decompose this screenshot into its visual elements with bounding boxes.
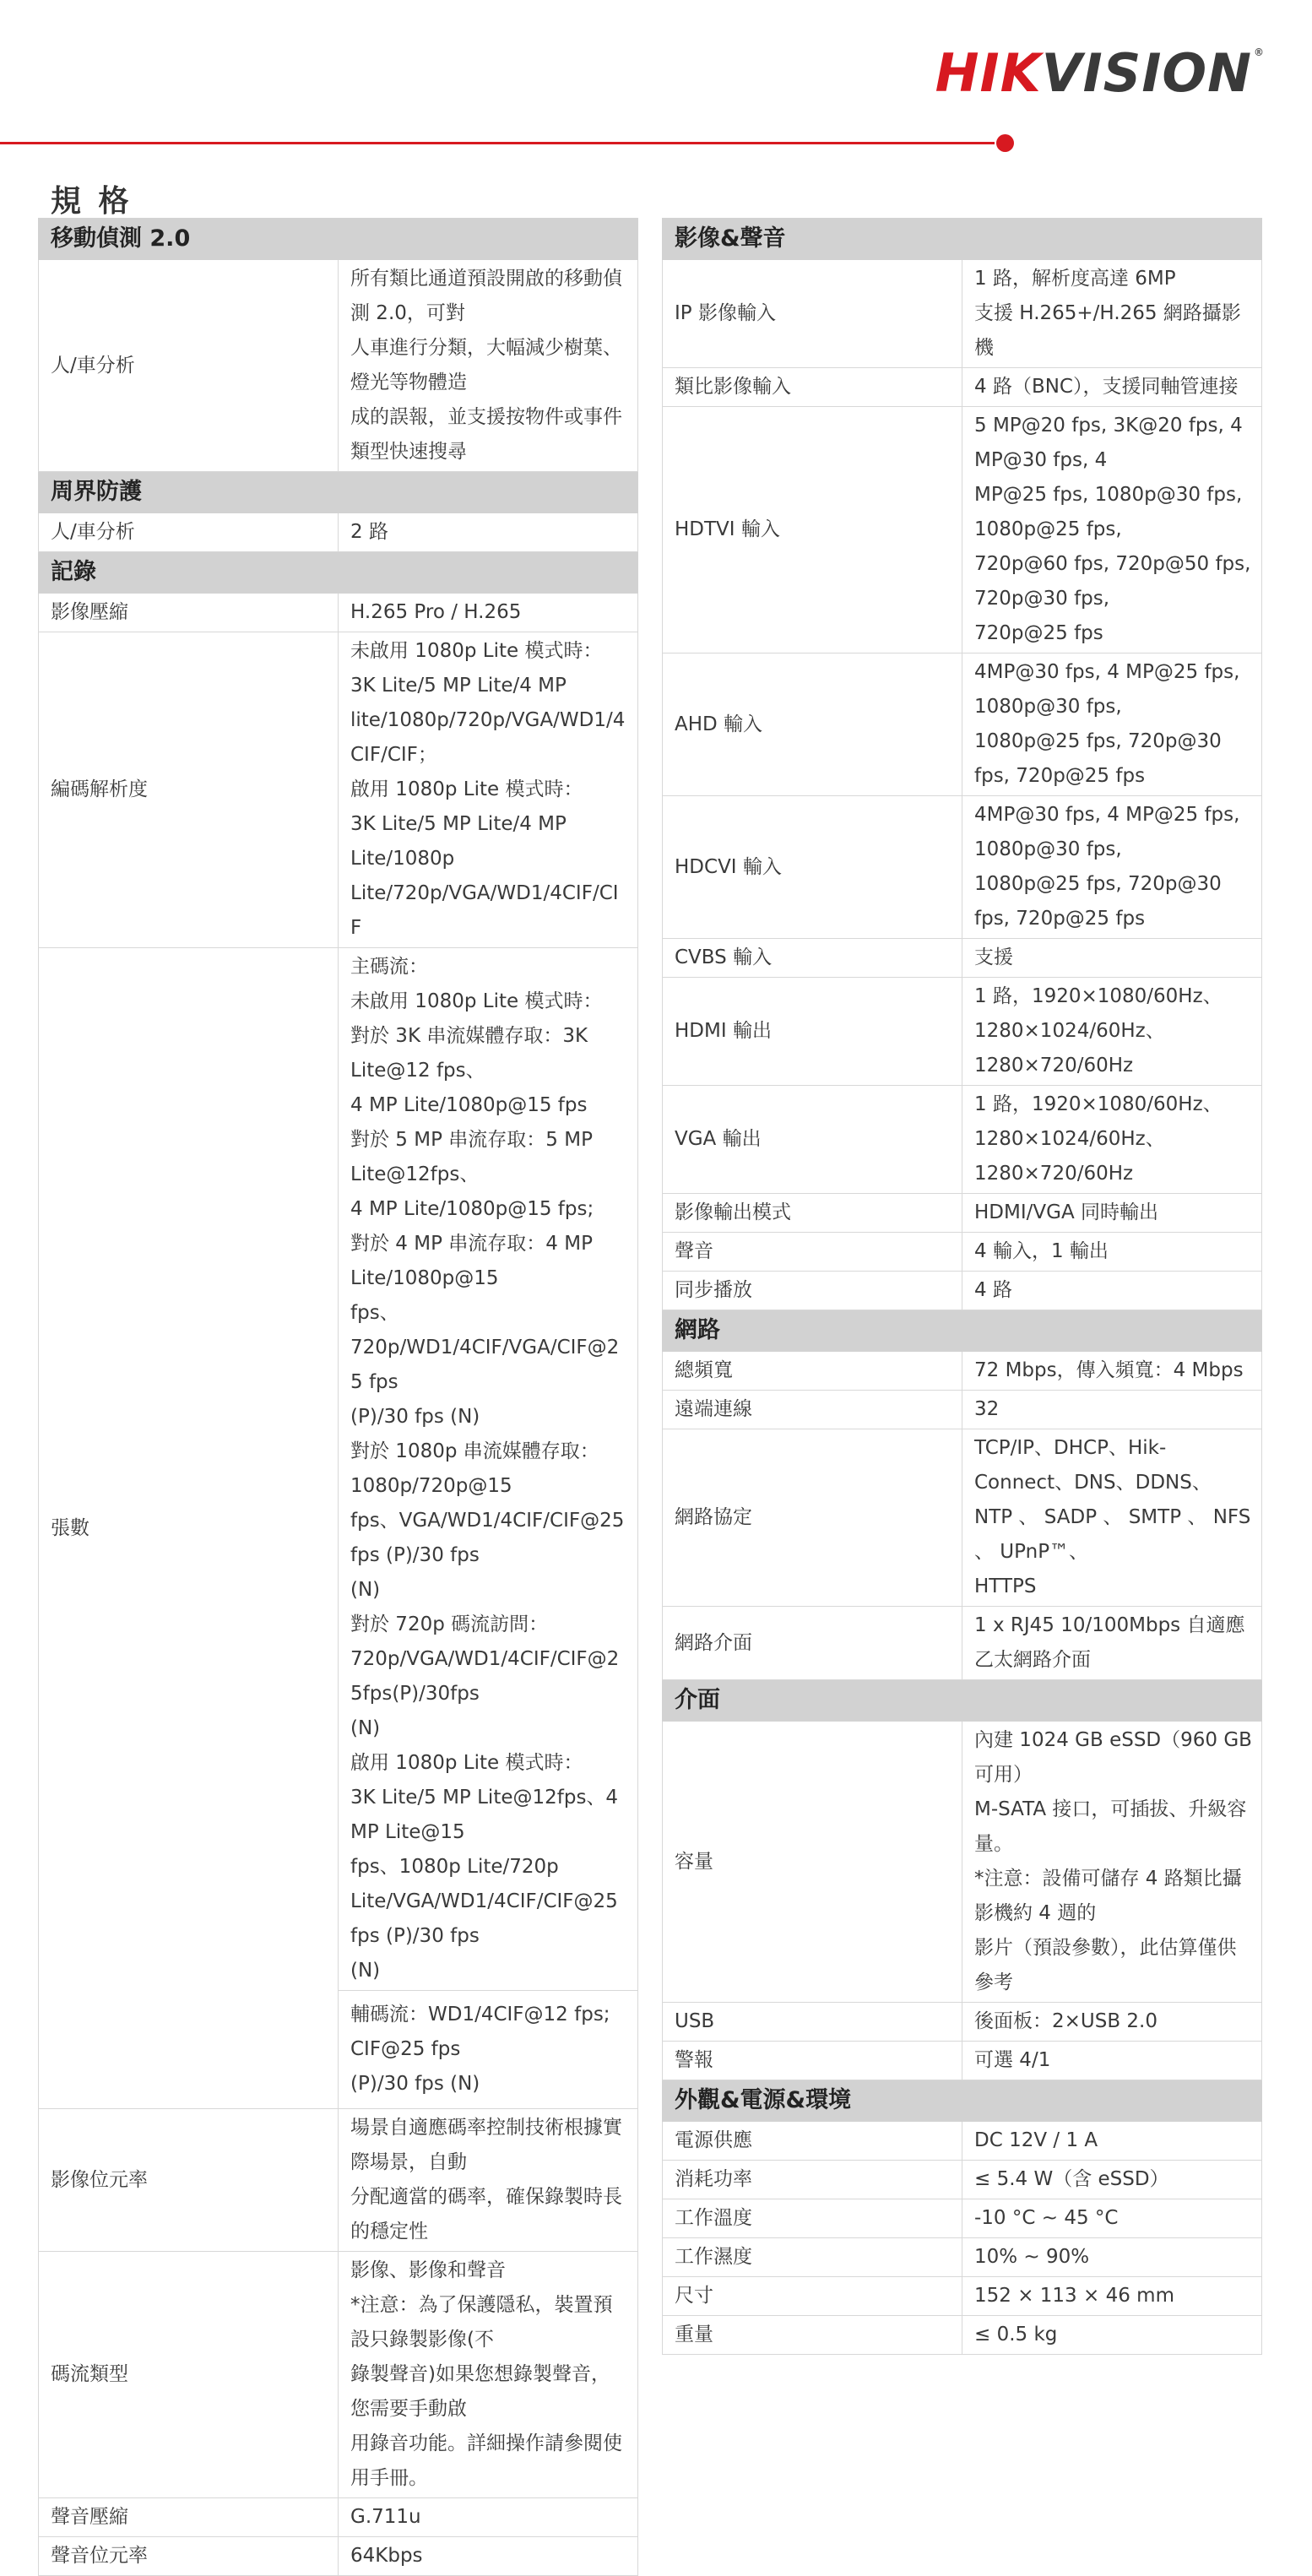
spec-label: 聲音	[663, 1233, 962, 1272]
spec-label: CVBS 輸入	[663, 939, 962, 978]
spec-row	[663, 2316, 1262, 2355]
spec-row	[663, 1086, 1262, 1194]
spec-value: 影像、影像和聲音 *注意：為了保護隱私，裝置預設只錄製影像(不 錄製聲音)如果您想錄製聲音，您需要手動啟 用錄音功能。詳細操作請參閱使用手冊。	[339, 2252, 638, 2498]
spec-value: 1 路，1920×1080/60Hz、1280×1024/60Hz、 1280×720/60Hz	[962, 1086, 1262, 1194]
spec-table-left	[38, 218, 638, 2576]
spec-value: 64Kbps	[339, 2537, 638, 2576]
spec-label: 網路協定	[663, 1429, 962, 1607]
spec-label: 網路介面	[663, 1607, 962, 1680]
spec-label: 工作溫度	[663, 2199, 962, 2238]
spec-label: 影像壓縮	[39, 594, 339, 632]
spec-value: 1 x RJ45 10/100Mbps 自適應乙太網路介面	[962, 1607, 1262, 1680]
spec-row	[663, 2277, 1262, 2316]
spec-label: HDTVI 輸入	[663, 407, 962, 653]
section-header: 影像&聲音	[663, 219, 1262, 260]
spec-value: 1 路，解析度高達 6MP 支援 H.265+/H.265 網路攝影機	[962, 260, 1262, 368]
spec-row	[39, 260, 638, 472]
spec-row	[39, 594, 638, 632]
spec-value: 1 路，1920×1080/60Hz、1280×1024/60Hz、 1280×720/60Hz	[962, 978, 1262, 1086]
spec-value: 後面板：2×USB 2.0	[962, 2003, 1262, 2042]
spec-row	[39, 2109, 638, 2252]
spec-row	[39, 948, 638, 1991]
spec-value: 5 MP@20 fps, 3K@20 fps, 4 MP@30 fps, 4 MP@25 fps, 1080p@30 fps, 1080p@25 fps, 720p@60 fps, 720p@50 fps, 720p@30 fps, 720p@25 fps	[962, 407, 1262, 653]
spec-row	[39, 2537, 638, 2576]
spec-label: AHD 輸入	[663, 653, 962, 796]
spec-value: TCP/IP、DHCP、Hik-Connect、DNS、DDNS、 NTP 、 SADP 、 SMTP 、 NFS 、 UPnP™、 HTTPS	[962, 1429, 1262, 1607]
spec-value: H.265 Pro / H.265	[339, 594, 638, 632]
spec-value: 4MP@30 fps, 4 MP@25 fps, 1080p@30 fps, 1080p@25 fps, 720p@30 fps, 720p@25 fps	[962, 653, 1262, 796]
spec-row	[663, 978, 1262, 1086]
spec-row	[663, 1607, 1262, 1680]
spec-value: ≤ 0.5 kg	[962, 2316, 1262, 2355]
spec-value: 10% ~ 90%	[962, 2238, 1262, 2277]
section-header: 外觀&電源&環境	[663, 2080, 1262, 2122]
spec-label: 類比影像輸入	[663, 368, 962, 407]
spec-row	[663, 796, 1262, 939]
section-header: 記錄	[39, 552, 638, 594]
spec-label: 警報	[663, 2042, 962, 2080]
spec-label: 聲音壓縮	[39, 2498, 339, 2537]
spec-row	[39, 2252, 638, 2498]
spec-label: HDMI 輸出	[663, 978, 962, 1086]
section-header: 移動偵測 2.0	[39, 219, 638, 260]
spec-label: 編碼解析度	[39, 632, 339, 948]
spec-value: 152 × 113 × 46 mm	[962, 2277, 1262, 2316]
spec-label: 人/車分析	[39, 513, 339, 552]
spec-label: IP 影像輸入	[663, 260, 962, 368]
spec-value: DC 12V / 1 A	[962, 2122, 1262, 2161]
spec-row	[663, 2161, 1262, 2199]
spec-row	[663, 260, 1262, 368]
spec-row	[39, 513, 638, 552]
spec-row	[663, 2238, 1262, 2277]
spec-column-right	[662, 218, 1262, 2355]
spec-label: HDCVI 輸入	[663, 796, 962, 939]
spec-value: ≤ 5.4 W（含 eSSD）	[962, 2161, 1262, 2199]
spec-row	[663, 1722, 1262, 2003]
spec-label: 同步播放	[663, 1272, 962, 1310]
spec-row	[39, 2498, 638, 2537]
spec-label: VGA 輸出	[663, 1086, 962, 1194]
spec-row	[663, 1429, 1262, 1607]
hikvision-logo: HIKVISION ®	[935, 42, 1265, 104]
spec-value: 支援	[962, 939, 1262, 978]
spec-label: USB	[663, 2003, 962, 2042]
page-title: 規 格	[51, 184, 133, 219]
spec-label: 聲音位元率	[39, 2537, 339, 2576]
spec-row	[39, 632, 638, 948]
section-header: 網路	[663, 1310, 1262, 1352]
spec-value: 所有類比通道預設開啟的移動偵測 2.0，可對 人車進行分類，大幅減少樹葉、燈光等物體造 成的誤報，並支援按物件或事件類型快速搜尋	[339, 260, 638, 472]
header-divider-dot	[996, 134, 1014, 152]
spec-value: HDMI/VGA 同時輸出	[962, 1194, 1262, 1233]
header-divider	[0, 142, 995, 144]
spec-label: 尺寸	[663, 2277, 962, 2316]
spec-row	[663, 1272, 1262, 1310]
spec-value: G.711u	[339, 2498, 638, 2537]
spec-table-right	[662, 218, 1262, 2355]
spec-label: 容量	[663, 1722, 962, 2003]
spec-row	[663, 2003, 1262, 2042]
spec-value: 4MP@30 fps, 4 MP@25 fps, 1080p@30 fps, 1080p@25 fps, 720p@30 fps, 720p@25 fps	[962, 796, 1262, 939]
spec-value: 32	[962, 1391, 1262, 1429]
spec-value: 72 Mbps，傳入頻寬：4 Mbps	[962, 1352, 1262, 1391]
spec-label: 重量	[663, 2316, 962, 2355]
spec-value: 場景自適應碼率控制技術根據實際場景，自動 分配適當的碼率，確保錄製時長的穩定性	[339, 2109, 638, 2252]
section-header: 介面	[663, 1680, 1262, 1722]
spec-row	[663, 653, 1262, 796]
spec-value: 主碼流： 未啟用 1080p Lite 模式時： 對於 3K 串流媒體存取：3K Lite@12 fps、 4 MP Lite/1080p@15 fps 對於 5 MP 串流存取：5 MP Lite@12fps、 4 MP Lite/1080p@15 fps; 對於 4 MP 串流存取：4 MP Lite/1080p@15 fps、720p/WD1/4CIF/VGA/CIF@25 fps (P)/30 fps (N) 對於 1080p 串流媒體存取：1080p/720p@15 fps、VGA/WD1/4CIF/CIF@25 fps (P)/30 fps (N) 對於 720p 碼流訪問： 720p/VGA/WD1/4CIF/CIF@25fps(P)/30fps (N) 啟用 1080p Lite 模式時： 3K Lite/5 MP Lite@12fps、4 MP Lite@15 fps、1080p Lite/720p Lite/VGA/WD1/4CIF/CIF@25 fps (P)/30 fps (N)	[339, 948, 638, 1991]
spec-label: 影像位元率	[39, 2109, 339, 2252]
spec-row	[663, 939, 1262, 978]
spec-row	[663, 2042, 1262, 2080]
spec-label: 影像輸出模式	[663, 1194, 962, 1233]
spec-label: 遠端連線	[663, 1391, 962, 1429]
spec-row	[663, 2122, 1262, 2161]
spec-value: -10 °C ~ 45 °C	[962, 2199, 1262, 2238]
spec-row	[663, 1233, 1262, 1272]
spec-value: 可選 4/1	[962, 2042, 1262, 2080]
spec-label: 人/車分析	[39, 260, 339, 472]
spec-row	[663, 368, 1262, 407]
spec-value: 2 路	[339, 513, 638, 552]
spec-column-left	[38, 218, 638, 2576]
spec-label: 電源供應	[663, 2122, 962, 2161]
spec-label: 張數	[39, 948, 339, 2109]
spec-row	[663, 1352, 1262, 1391]
spec-value: 4 輸入，1 輸出	[962, 1233, 1262, 1272]
spec-value: 4 路（BNC），支援同軸管連接	[962, 368, 1262, 407]
spec-row	[663, 2199, 1262, 2238]
section-header: 周界防護	[39, 472, 638, 513]
spec-row	[663, 1194, 1262, 1233]
spec-value: 未啟用 1080p Lite 模式時： 3K Lite/5 MP Lite/4 MP lite/1080p/720p/VGA/WD1/4CIF/CIF； 啟用 1080p Lite 模式時： 3K Lite/5 MP Lite/4 MP Lite/1080p Lite/720p/VGA/WD1/4CIF/CIF	[339, 632, 638, 948]
spec-label: 碼流類型	[39, 2252, 339, 2498]
spec-label: 消耗功率	[663, 2161, 962, 2199]
spec-value: 4 路	[962, 1272, 1262, 1310]
spec-row	[663, 1391, 1262, 1429]
spec-value: 內建 1024 GB eSSD（960 GB 可用） M-SATA 接口，可插拔、升級容量。 *注意：設備可儲存 4 路類比攝影機約 4 週的 影片（預設參數），此估算僅供參考	[962, 1722, 1262, 2003]
spec-label: 工作濕度	[663, 2238, 962, 2277]
spec-value: 輔碼流：WD1/4CIF@12 fps; CIF@25 fps (P)/30 fps (N)	[339, 1991, 638, 2109]
spec-label: 總頻寬	[663, 1352, 962, 1391]
spec-row	[663, 407, 1262, 653]
